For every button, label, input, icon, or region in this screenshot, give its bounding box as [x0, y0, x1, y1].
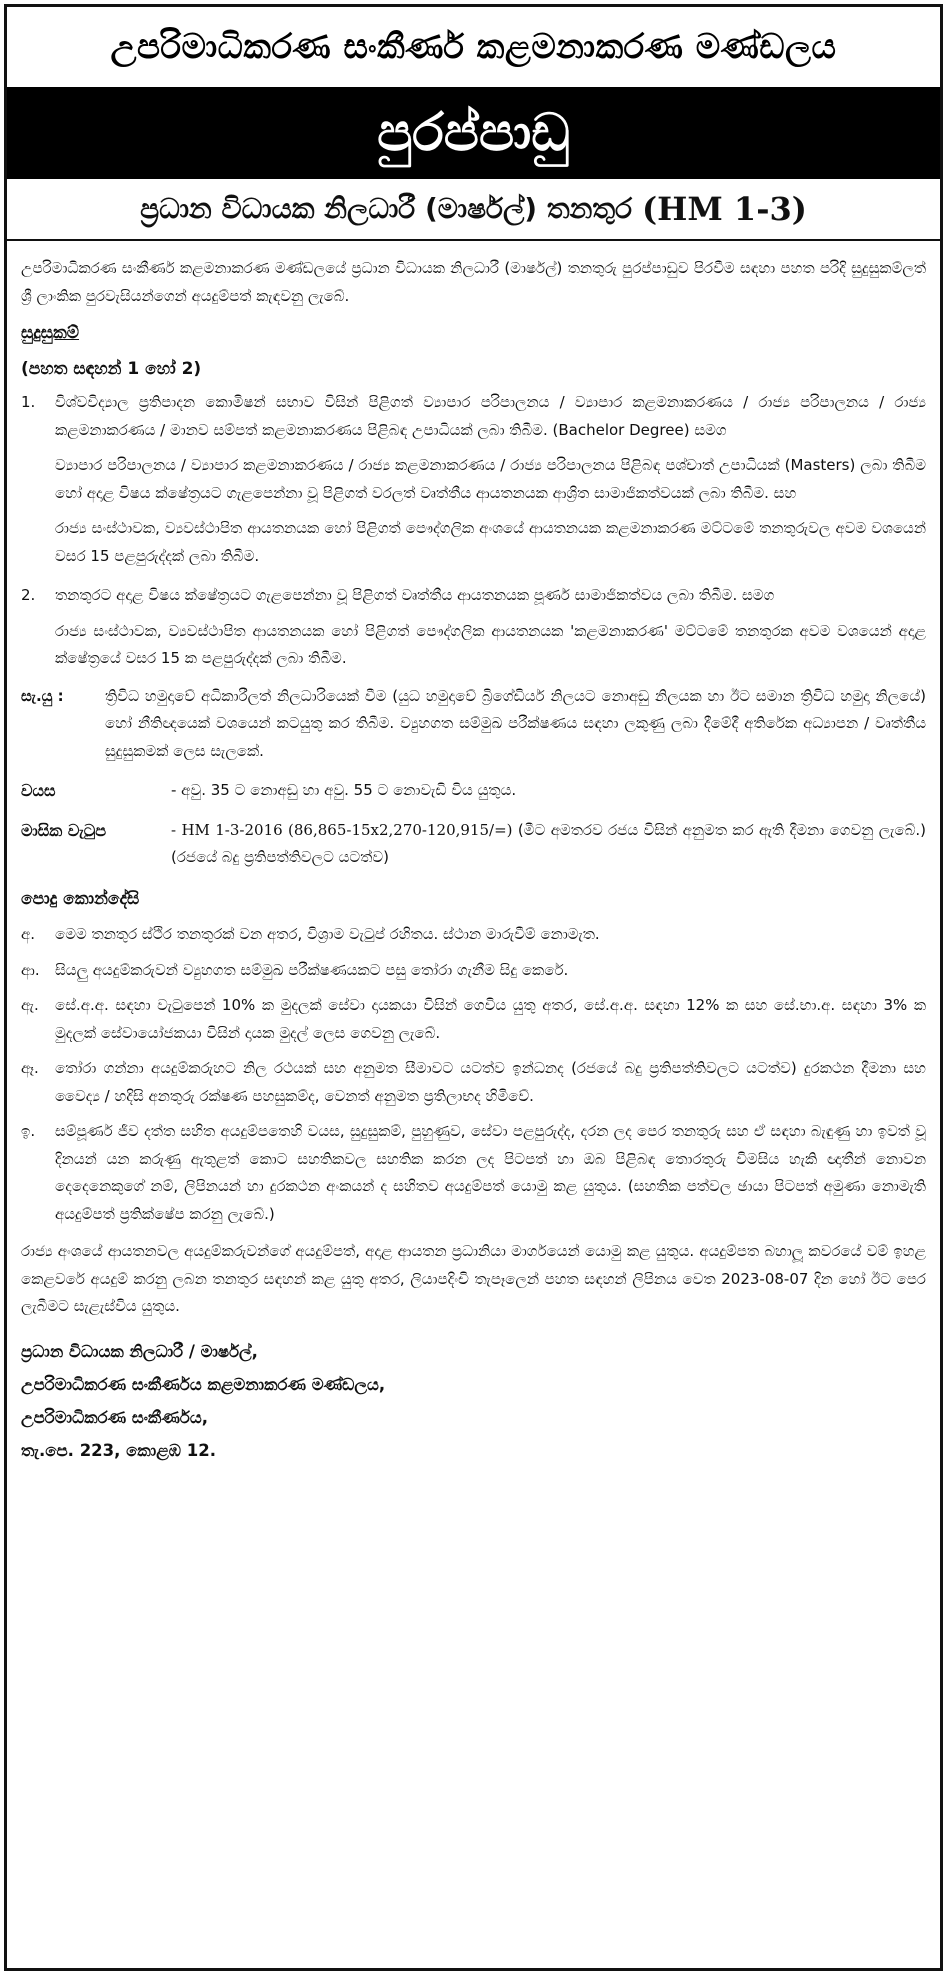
- condition-item: [21, 957, 926, 985]
- salary-notes: (මීට අමතරව රජය විසින් අනුමත කර ඇති දීමනා ගෙවනු ලැබේ.) (රජයේ බදු ප්‍රතිපත්තිවලට යටත්ව): [171, 820, 926, 866]
- item-number: 1.: [21, 393, 36, 411]
- condition-text: සියලු අයදුම්කරුවන් ව්‍යුහගත සම්මුඛ පරීක්ෂණයකට පසු තෝරා ගැනීම සිදු කෙරේ.: [55, 960, 569, 979]
- post-code: (HM 1-3): [641, 190, 807, 228]
- qualifications-heading: සුදුසුකම්: [21, 323, 80, 343]
- age-value: - අවු. 35 ට නොඅඩු හා අවු. 55 ට නොවැඩි විය යුතුය.: [171, 781, 517, 799]
- condition-text: සේ.අ.අ. සඳහා වැටුපෙන් 10% ක මුදලක් සේවා දායකයා විසින් ගෙවිය යුතු අතර, සේ.අ.අ. සඳහා 12% ක සහ සේ.භා.අ. සඳහා 3% ක මුදලක් සේවායෝජකයා විසින් දායක මුදල් ලෙස ගෙවනු ලැබේ.: [55, 996, 926, 1042]
- qualification-1-masters: ව්‍යාපාර පරිපාලනය / ව්‍යාපාර කළමනාකරණය / රාජ්‍ය කළමනාකරණය / රාජ්‍ය පරිපාලනය පිළිබඳ පශ්චාත් උපාධියක් (Masters) ලබා තිබීම හෝ අදාළ විෂය ක්ෂේත්‍රයට ගැළපෙන්නා වූ පිළිගත් වරලත් වෘත්තීය ආයතනයක ආශ්‍රිත සාමාජිකත්වයක් ලබා තිබීම. සහ: [55, 456, 926, 502]
- note-block: [21, 683, 926, 766]
- post-title: [7, 179, 940, 241]
- advertisement-body: [7, 241, 940, 1467]
- salary-row: [21, 817, 926, 872]
- advertisement-page: [4, 4, 943, 1971]
- condition-item: [21, 921, 926, 949]
- condition-mark: ඉ.: [21, 1122, 36, 1140]
- condition-text: සම්පූර්ණ ජීව දත්ත සහිත අයදුම්පතෙහි වයස, සුදුසුකම්, පුහුණුව, සේවා පළපුරුද්ද, දරන ලද පෙර තනතුරු සහ ඒ සඳහා බැඳුණු හා ඉවත් වූ දිනයන් යන කරුණු ඇතුළත් කොට සහතිකවල සහතික කරන ලද පිටපත් හා ඔබ පිළිබඳ තොරතුරු විමසිය හැකි ඥාතීන් නොවන දෙදෙනෙකුගේ නම්, ලිපිනයන් හා දුරකථන අංකයන් ද සහිතව අයදුම්පත් යොමු කළ යුතුය. (සහතික පත්වල ඡායා පිටපත් අමුණා නොමැති අයදුම්පත් ප්‍රතික්ෂේප කරනු ලැබේ.): [55, 1122, 926, 1223]
- address-line: ප්‍රධාන විධායක නිලධාරී / මාර්ෂල්,: [21, 1341, 258, 1361]
- qualification-1-degree: විශ්වවිද්‍යාල ප්‍රතිපාදන කොමිෂන් සභාව විසින් පිළිගත් ව්‍යාපාර පරිපාලනය / ව්‍යාපාර කළමනාකරණය / රාජ්‍ය පරිපාලනය / රාජ්‍ය කළමනාකරණය / මානව සම්පත් කළමනාකරණය පිළිබඳ උපාධියක් ලබා තිබීම. (Bachelor Degree) සමග: [55, 393, 926, 439]
- condition-mark: ඈ.: [21, 1059, 39, 1077]
- qualification-item-1: [21, 389, 926, 444]
- address-line: උපරිමාධිකරණ සංකීර්ණය,: [21, 1407, 208, 1427]
- qualification-2-experience: රාජ්‍ය සංස්ථාවක, ව්‍යවස්ථාපිත ආයතනයක හෝ පිළිගත් පෞද්ගලික ආයතනයක 'කළමනාකරණ' මට්ටමේ තනතුරක අවම වශයෙන් අදාළ ක්ෂේත්‍රයේ වසර 15 ක පළපුරුද්දක් ලබා තිබීම.: [55, 621, 926, 667]
- condition-text: මෙම තනතුර ස්ථිර තනතුරක් වන අතර, විශ්‍රාම වැටුප් රහිතය. ස්ථාන මාරුවීම් නොමැත.: [55, 925, 600, 943]
- address-line: තැ.පෙ. 223, කොළඹ 12.: [21, 1440, 216, 1460]
- salary-label: මාසික වැටුප: [21, 820, 107, 840]
- salary-scale: - HM 1-3-2016 (86,865-15x2,270-120,915/=): [171, 820, 513, 839]
- note-label: සැ.යු :: [21, 686, 64, 705]
- item-number: 2.: [21, 586, 36, 604]
- qualification-item-2: [21, 582, 926, 610]
- postal-address: [21, 1335, 926, 1467]
- post-title-text: ප්‍රධාන විධායක නිලධාරී (මාර්ෂල්) තනතුර: [140, 192, 632, 225]
- qualification-2-membership: තනතුරට අදාළ විෂය ක්ෂේත්‍රයට ගැළපෙන්නා වූ පිළිගත් වෘත්තීය ආයතනයක පූර්ණ සාමාජිකත්වය ලබා තිබීම. සමග: [55, 586, 775, 604]
- general-conditions-heading: පොදු කොන්දේසි: [21, 888, 140, 909]
- closing-paragraph: රාජ්‍ය අංශයේ ආයතනවල අයදුම්කරුවන්ගේ අයදුම්පත්, අදාළ ආයතන ප්‍රධානියා මාර්ගයෙන් යොමු කළ යුතුය. අයදුම්පත බහාලූ කවරයේ වම් ඉහළ කෙළවරේ අයදුම් කරනු ලබන තනතුර සඳහන් කළ යුතු අතර, ලියාපදිංචි තැපෑලෙන් පහත සඳහන් ලිපිනය වෙත 2023-08-07 දින හෝ ඊට පෙර ලැබීමට සැළැස්විය යුතුය.: [21, 1242, 926, 1315]
- condition-item: [21, 1055, 926, 1110]
- organization-name: උපරිමාධිකරණ සංකීර්ණ කළමනාකරණ මණ්ඩලය: [110, 27, 837, 67]
- banner-title: පුරප්පාඩු: [377, 102, 570, 163]
- condition-text: තෝරා ගන්නා අයදුම්කරුහට නිල රථයක් සහ අනුමත සීමාවට යටත්ව ඉන්ධනද (රජයේ බදු ප්‍රතිපත්තිවලට යටත්ව) දුරකථන දීමනා සහ වෛද්‍ය / හදිසි අනතුරු රක්ෂණ පහසුකම්ද, වෙනත් අනුමත ප්‍රතිලාභද හිමිවේ.: [55, 1059, 926, 1105]
- note-text: ත්‍රිවිධ හමුදාවේ අධිකාරීලත් නිලධාරියෙක් වීම (යුධ හමුදාවේ බ්‍රිගේඩියර් නිලයට නොඅඩු නිලයක හා ඊට සමාන ත්‍රිවිධ හමුදා නිලයේ) හෝ නීතිඥයෙක් වශයෙන් කටයුතු කර තිබීම. ව්‍යුහගත සම්මුඛ පරීක්ෂණය සඳහා ලකුණු ලබා දීමේදී අතිරේක අධ්‍යාපන / වෘත්තීය සුදුසුකමක් ලෙස සැලකේ.: [105, 686, 926, 760]
- vacancies-banner: [7, 87, 940, 179]
- condition-item: [21, 1118, 926, 1228]
- age-label: වයස: [21, 781, 56, 800]
- qualification-1-experience: රාජ්‍ය සංස්ථාවක, ව්‍යවස්ථාපිත ආයතනයක හෝ පිළිගත් පෞද්ගලික අංශයේ ආයතනයක කළමනාකරණ මට්ටමේ තනතුරුවල අවම වශයෙන් වසර 15 පළපුරුද්දක් ලබා තිබීම.: [55, 519, 926, 565]
- age-row: [21, 777, 926, 805]
- condition-mark: ඇ.: [21, 996, 39, 1014]
- condition-item: [21, 992, 926, 1047]
- intro-paragraph: උපරිමාධිකරණ සංකීර්ණ කළමනාකරණ මණ්ඩලයේ ප්‍රධාන විධායක නිලධාරී (මාර්ෂල්) තනතුරු පුරප්පාඩුව පිරවීම සඳහා පහත පරිදි සුදුසුකම්ලත් ශ්‍රී ලාංකික පුරවැසියන්ගෙන් අයදුම්පත් කැඳවනු ලැබේ.: [21, 259, 926, 305]
- condition-mark: අ.: [21, 925, 36, 943]
- condition-mark: ආ.: [21, 960, 40, 979]
- address-line: උපරිමාධිකරණ සංකීර්ණය කළමනාකරණ මණ්ඩලය,: [21, 1374, 386, 1394]
- qualifications-subheading: (පහත සඳහන් 1 හෝ 2): [21, 358, 202, 379]
